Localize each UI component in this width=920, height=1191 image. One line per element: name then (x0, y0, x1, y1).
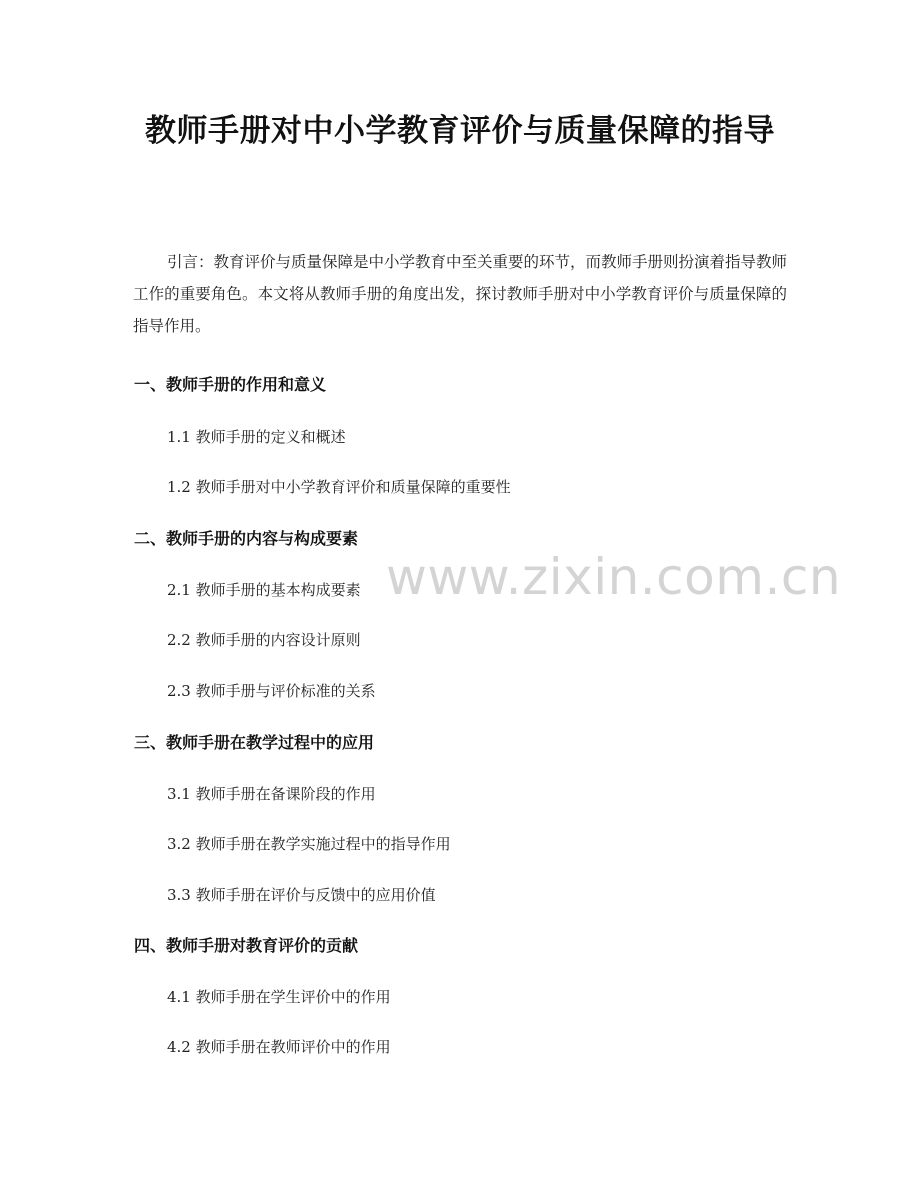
section-item-2-3: 2.3 教师手册与评价标准的关系 (167, 682, 376, 700)
section-item-1-2: 1.2 教师手册对中小学教育评价和质量保障的重要性 (167, 478, 511, 496)
section-heading-2: 二、教师手册的内容与构成要素 (134, 529, 359, 548)
section-heading-4: 四、教师手册对教育评价的贡献 (134, 936, 359, 955)
section-item-3-3: 3.3 教师手册在评价与反馈中的应用价值 (167, 886, 436, 904)
section-item-3-2: 3.2 教师手册在教学实施过程中的指导作用 (167, 835, 451, 853)
section-heading-1: 一、教师手册的作用和意义 (134, 375, 327, 394)
section-item-3-1: 3.1 教师手册在备课阶段的作用 (167, 785, 376, 803)
section-item-1-1: 1.1 教师手册的定义和概述 (167, 428, 346, 446)
intro-paragraph: 引言：教育评价与质量保障是中小学教育中至关重要的环节，而教师手册则扮演着指导教师工作的重要角色。本文将从教师手册的角度出发，探讨教师手册对中小学教育评价与质量保障的指导作用。 (133, 253, 788, 335)
watermark: www.zixin.com.cn (386, 548, 842, 606)
section-heading-3: 三、教师手册在教学过程中的应用 (134, 733, 375, 752)
section-item-4-2: 4.2 教师手册在教师评价中的作用 (167, 1038, 391, 1056)
section-item-2-2: 2.2 教师手册的内容设计原则 (167, 631, 361, 649)
section-item-2-1: 2.1 教师手册的基本构成要素 (167, 581, 361, 599)
section-item-4-1: 4.1 教师手册在学生评价中的作用 (167, 988, 391, 1006)
document-title: 教师手册对中小学教育评价与质量保障的指导 (145, 113, 775, 149)
